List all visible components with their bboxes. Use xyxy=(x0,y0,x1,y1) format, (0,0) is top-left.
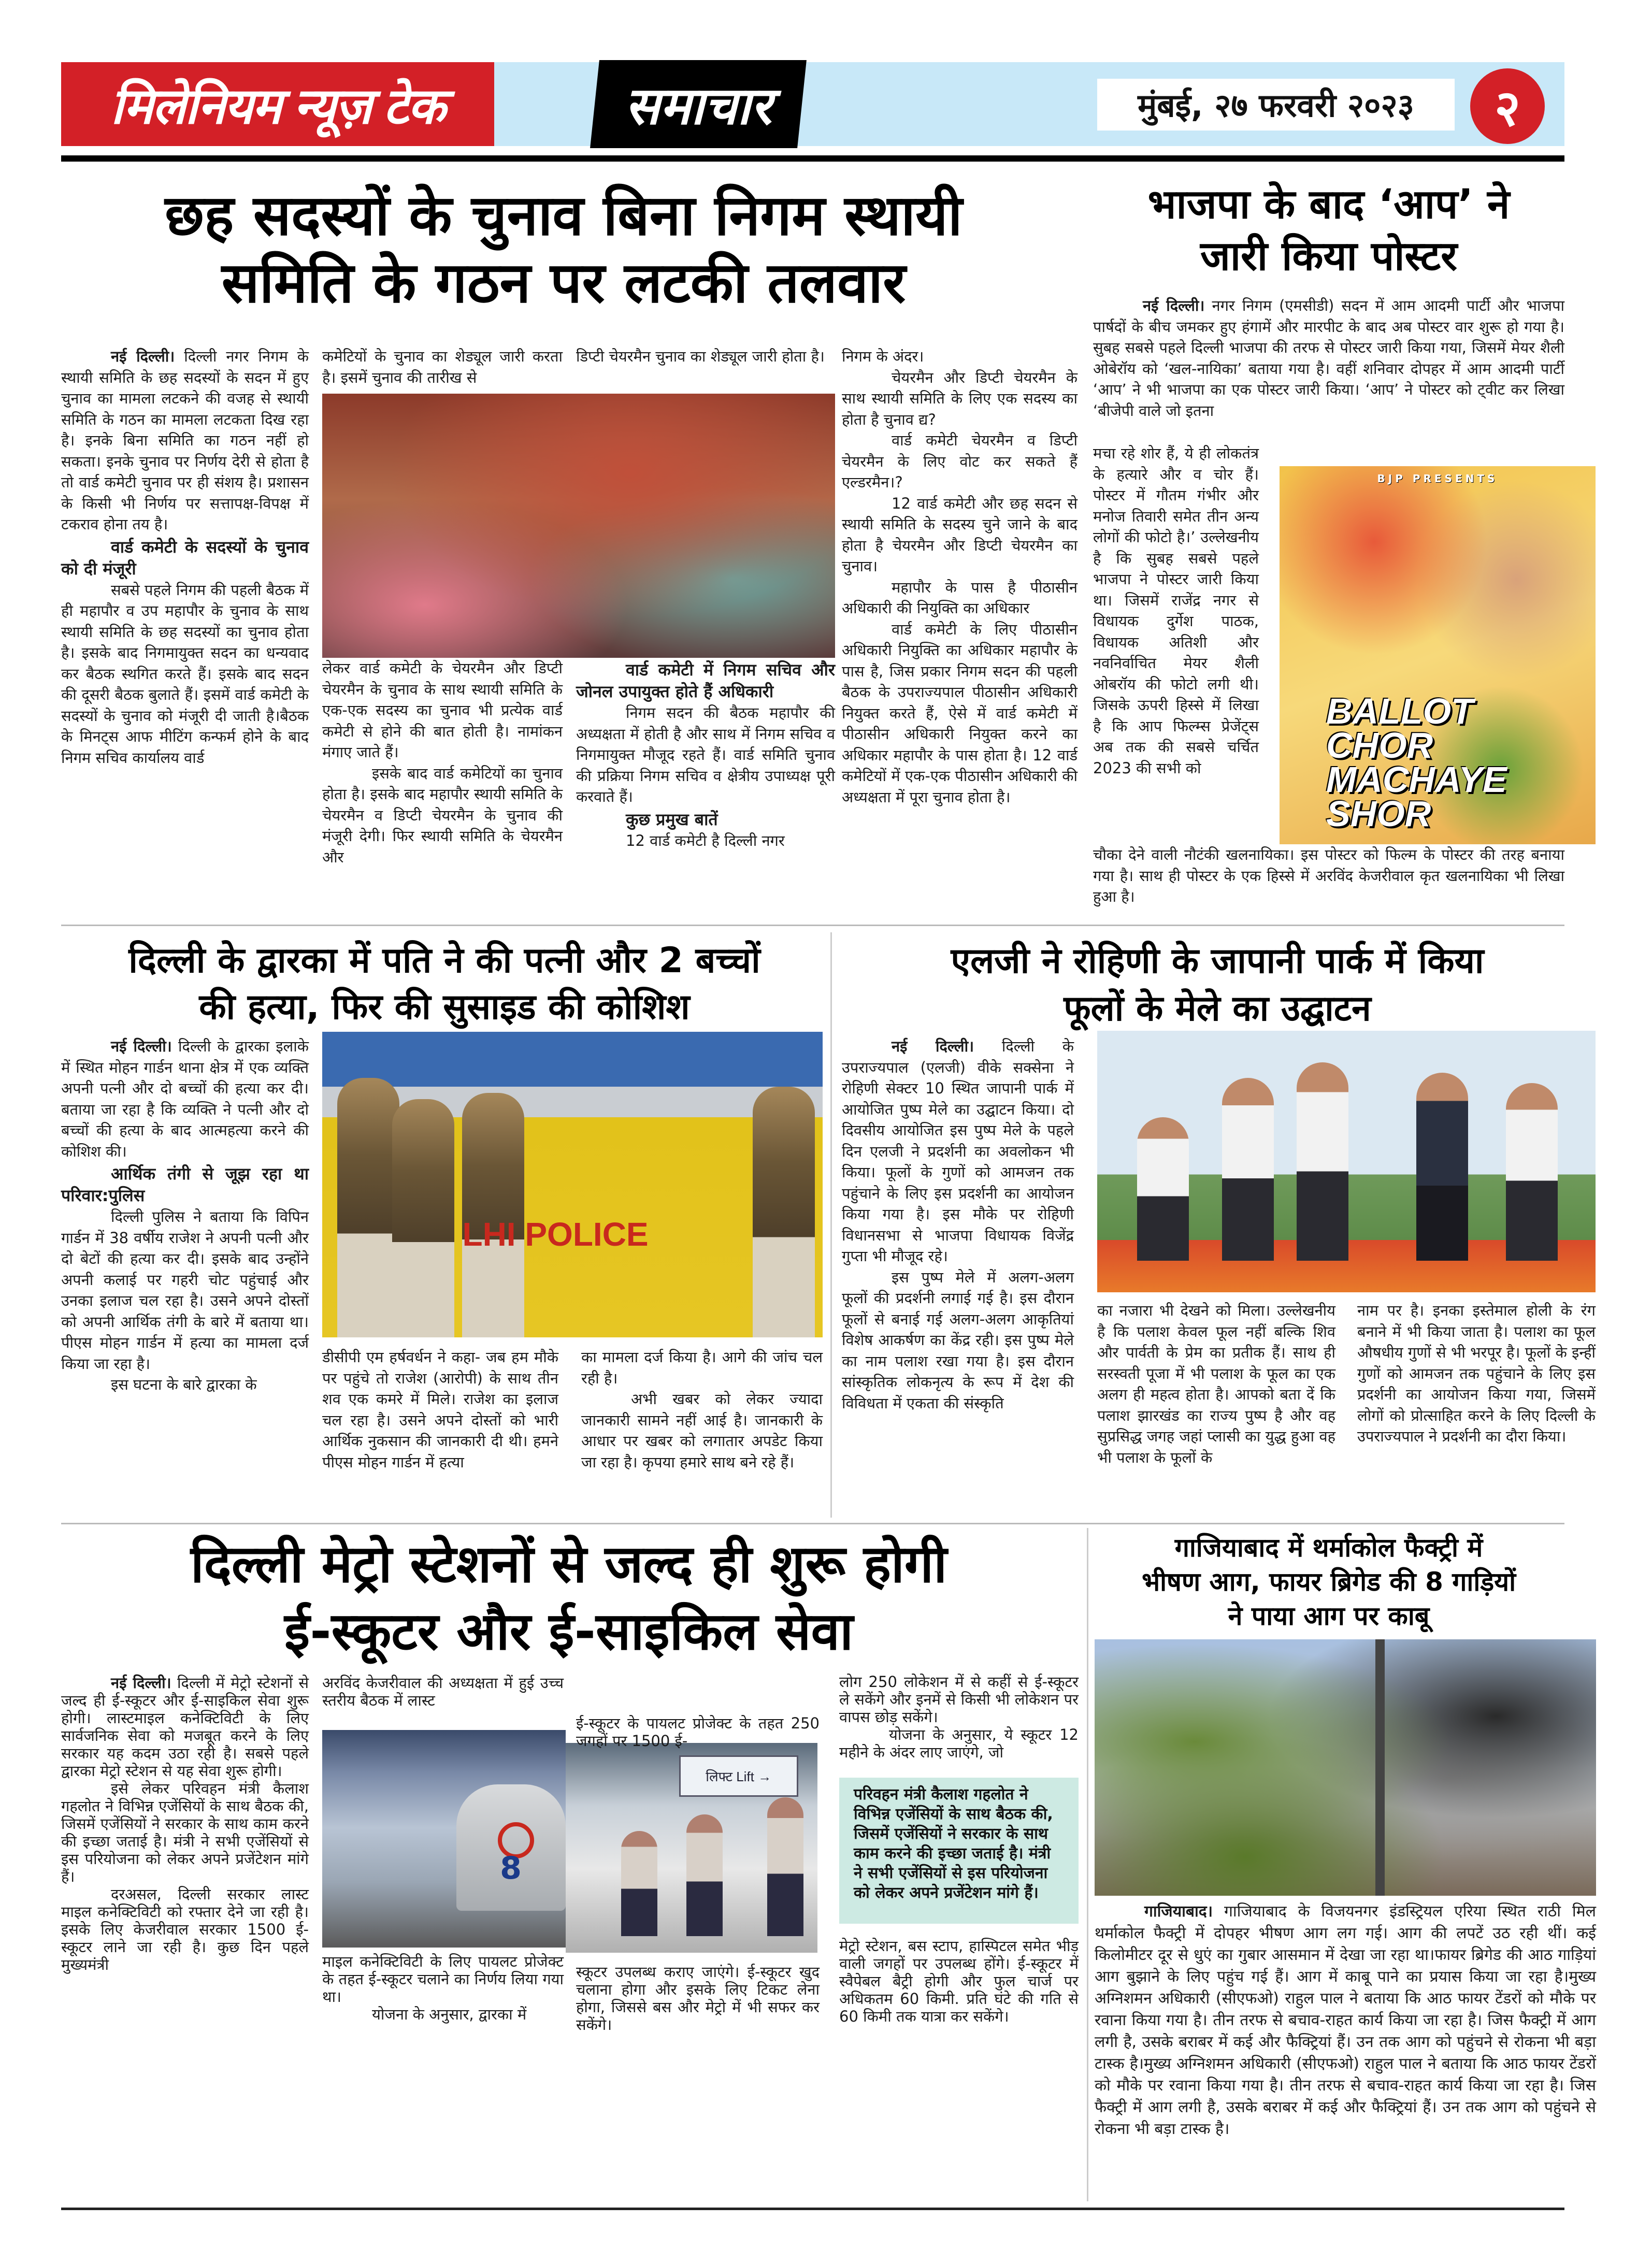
photo-electric-pole xyxy=(1375,1639,1385,1896)
article-column xyxy=(1093,844,1564,907)
headline-line: गाजियाबाद में थर्माकोल फैक्ट्री में xyxy=(1174,1533,1483,1563)
masthead-divider xyxy=(61,155,1564,162)
photo-figure xyxy=(621,1831,657,1936)
photo-metro-platform xyxy=(566,1743,817,1953)
paragraph: निगम सदन की बैठक महापौर की अध्यक्षता में होती है और साथ में निगम सचिव व निगमायुक्त मौजूद रहते हैं। वार्ड समिति चुनाव की प्रक्रिया निगम सचिव व क्षेत्रीय उपाध्यक्ष पूरी करवाते हैं। xyxy=(576,704,835,805)
paragraph: दिल्ली पुलिस ने बताया कि विपिन गार्डन में 38 वर्षीय राजेश ने अपनी पत्नी और दो बेटों की हत्या कर दी। इसके बाद उन्होंने अपनी कलाई पर गहरी चोट पहुंचाई और उनका इलाज चल रहा है। उसने अपने दोस्तों को अपनी आर्थिक तंगी के बारे में बताया था। पीएस मोहन गार्डन में हत्या का मामला दर्ज किया जा रहा है। xyxy=(61,1208,309,1373)
poster-title: BALLOT CHOR MACHAYE SHOR xyxy=(1326,691,1507,834)
article-column xyxy=(576,1714,820,1750)
paragraph: कमेटियों के चुनाव का शेड्यूल जारी करता है। इसमें चुनाव की तारीख से xyxy=(322,348,563,386)
paragraph: का नजारा भी देखने को मिला। उल्लेखनीय है कि पलाश केवल फूल नहीं बल्कि शिव और पार्वती के प्रेम का प्रतीक हैं। साथ ही सरस्वती पूजा में भी पलाश के फूल का एक अलग ही महत्व होता है। आपको बता दें कि पलाश झारखंड का राज्य पुष्प है और वह सुप्रसिद्ध जगह जहां प्लासी का युद्ध हुआ वह भी पलाश के फूलों के xyxy=(1097,1302,1335,1466)
dateline: नई दिल्ली। xyxy=(111,1037,172,1055)
metro-train xyxy=(456,1784,566,1911)
article-column xyxy=(61,1036,309,1395)
headline-dwarka xyxy=(61,938,828,1031)
photo-lg-flower-fair xyxy=(1097,1031,1596,1292)
article-column xyxy=(842,346,1078,807)
page-bottom-rule xyxy=(61,2208,1564,2210)
paragraph: नाम पर है। इनका इस्तेमाल होली के रंग बनाने में भी किया जाता है। पलाश का फूल औषधीय गुणों से भी भरपूर है। फूलों के इन्हीं गुणों को आमजन तक पहुंचाने के लिए इस प्रदर्शनी का आयोजन किया गया, जिसमें लोगों को प्रोत्साहित करने के लिए दिल्ली के उपराज्यपाल ने प्रदर्शनी का दौरा किया। xyxy=(1357,1302,1596,1445)
paragraph: दरअसल, दिल्ली सरकार लास्ट माइल कनेक्टिविटी को रफ्तार देने जा रही है। इसके लिए केजरीवाल सरकार 1500 ई-स्कूटर लाने जा रही है। कुछ दिन पहले मुख्यमंत्री xyxy=(61,1885,309,1973)
section-divider xyxy=(61,925,1564,926)
paragraph: दिल्ली में मेट्रो स्टेशनों से जल्द ही ई-स्कूटर और ई-साइकिल सेवा शुरू होगी। लास्टमाइल कनेक्टिविटी के लिए सार्वजनिक सेवा को मजबूत करने के लिए सरकार यह कदम उठा रही है। सबसे पहले द्वारका मेट्रो स्टेशन से यह सेवा शुरू होगी। xyxy=(61,1674,309,1780)
photo-factory-fire xyxy=(1095,1639,1596,1896)
photo-ballot-chor-poster xyxy=(1280,466,1596,844)
column-divider xyxy=(830,932,832,1518)
article-column xyxy=(1093,443,1259,778)
article-column xyxy=(322,1674,564,1709)
masthead xyxy=(61,62,1564,146)
article-column xyxy=(576,658,835,851)
photo-figure xyxy=(1222,1078,1274,1261)
dateline: नई दिल्ली। xyxy=(111,1674,171,1692)
dateline: नई दिल्ली। xyxy=(892,1037,974,1055)
headline-line: की हत्या, फिर की सुसाइड की कोशिश xyxy=(199,987,690,1028)
article-column xyxy=(1357,1300,1596,1447)
article-column xyxy=(839,1673,1079,1761)
photo-figure xyxy=(767,1797,803,1936)
section-label xyxy=(590,60,807,148)
page-number-badge: २ xyxy=(1470,68,1545,144)
paragraph: का मामला दर्ज किया है। आगे की जांच चल रही है। xyxy=(581,1348,823,1387)
paragraph: योजना के अनुसार, ये स्कूटर 12 महीने के अंदर लाए जाएंगे, जो xyxy=(839,1726,1079,1761)
paragraph: दिल्ली के उपराज्यपाल (एलजी) वीके सक्सेना ने रोहिणी सेक्टर 10 स्थित जापानी पार्क में आयोजित पुष्प मेले का उद्घाटन किया। दो दिवसीय आयोजित इस पुष्प मेले के पहले दिन एलजी ने प्रदर्शनी का अवलोकन भी किया। फूलों के गुणों को आमजन तक पहुंचाने के लिए इस प्रदर्शनी का आयोजन किया गया है। इस मौके पर रोहिणी विधानसभा से भाजपा विधायक विजेंद्र गुप्ता भी मौजूद रहे। xyxy=(842,1037,1074,1265)
headline-ghaziabad-fire xyxy=(1093,1531,1564,1633)
headline-line: भाजपा के बाद ‘आप’ ने xyxy=(1147,181,1510,228)
paragraph: 12 वार्ड कमेटी है दिल्ली नगर xyxy=(626,831,785,849)
headline-line: समिति के गठन पर लटकी तलवार xyxy=(221,251,906,315)
photo-figure xyxy=(392,1099,454,1337)
headline-line: एलजी ने रोहिणी के जापानी पार्क में किया xyxy=(951,941,1484,982)
paragraph: लोग 250 लोकेशन में से कहीं से ई-स्कूटर ले सकेंगे और इनमें से किसी भी लोकेशन पर वापस छोड़ सकेंगे। xyxy=(839,1673,1079,1726)
headline-line: भीषण आग, फायर ब्रिगेड की 8 गाड़ियों xyxy=(1141,1567,1516,1597)
paragraph: लेकर वार्ड कमेटी के चेयरमैन और डिप्टी चेयरमैन के चुनाव के साथ स्थायी समिति के एक-एक सदस्य का चुनाव भी प्रत्येक वार्ड कमेटी से होने की बात होती है। नामांकन मंगाए जाते हैं। xyxy=(322,659,563,761)
paragraph: दिल्ली नगर निगम के स्थायी समिति के छह सदस्यों के सदन में हुए चुनाव का मामला लटकने की वजह से स्थायी समिति के गठन का मामला लटकता दिख रहा है। इनके बिना समिति का गठन नहीं हो सकता। इनके चुनाव पर निर्णय देरी से होता है तो वार्ड कमेटी चुनाव पर ही संशय है। प्रशासन के किसी भी निर्णय पर सत्तापक्ष-विपक्ष में टकराव होना तय है। xyxy=(61,348,309,533)
paragraph: ई-स्कूटर के पायलट प्रोजेक्ट के तहत 250 जगहों पर 1500 ई- xyxy=(576,1714,820,1750)
paragraph: महापौर के पास है पीठासीन अधिकारी की नियुक्ति का अधिकार xyxy=(842,578,1078,617)
headline-metro-escooter xyxy=(61,1531,1076,1665)
headline-line: दिल्ली मेट्रो स्टेशनों से जल्द ही शुरू होगी xyxy=(190,1534,947,1594)
paragraph: डिप्टी चेयरमैन चुनाव का शेड्यूल जारी होता है। xyxy=(576,348,825,365)
headline-mcd-committee xyxy=(61,182,1066,317)
paragraph: नगर निगम (एमसीडी) सदन में आम आदमी पार्टी और भाजपा पार्षदों के बीच जमकर हुए हंगामें और मारपीट के बाद अब पोस्टर वार शुरू हो गया है। सुबह सबसे पहले दिल्ली भाजपा की तरफ से पोस्टर जारी किया गया, जिसमें मेयर शैली ओबेरॉय को ‘खल-नायिका’ बताया गया है। वहीं शनिवार दोपहर में आम आदमी पार्टी ‘आप’ ने भी भाजपा का एक पोस्टर जारी किया। ‘आप’ ने पोस्टर को ट्वीट कर लिखा ‘बीजेपी वाले जो इतना xyxy=(1093,297,1564,420)
photo-mcd-house-scuffle xyxy=(322,394,835,658)
subheading: आर्थिक तंगी से जूझ रहा था परिवार:पुलिस xyxy=(61,1164,309,1205)
platform-sign: लिफ्ट Lift → xyxy=(679,1755,798,1797)
photo-figure xyxy=(337,1078,399,1338)
headline-line: ने पाया आग पर काबू xyxy=(1228,1601,1430,1631)
photo-figure xyxy=(1506,1083,1558,1261)
paragraph: माइल कनेक्टिविटी के लिए पायलट प्रोजेक्ट के तहत ई-स्कूटर चलाने का निर्णय लिया गया था। xyxy=(322,1953,564,2006)
newspaper-logo: मिलेनियम न्यूज़ टेक xyxy=(61,62,494,146)
headline-line: फूलों के मेले का उद्घाटन xyxy=(1064,988,1371,1029)
article-column xyxy=(1095,1901,1596,2140)
article-column xyxy=(322,1347,558,1473)
dateline: नई दिल्ली। xyxy=(111,348,175,365)
photo-delhi-police-barricade xyxy=(322,1032,823,1337)
paragraph: अरविंद केजरीवाल की अध्यक्षता में हुई उच्च स्तरीय बैठक में लास्ट xyxy=(322,1674,564,1709)
article-column xyxy=(576,346,835,367)
headline-line: ई-स्कूटर और ई-साइकिल सेवा xyxy=(284,1601,854,1662)
headline-line: जारी किया पोस्टर xyxy=(1200,233,1458,280)
column-divider xyxy=(1087,1528,1088,2201)
subheading: कुछ प्रमुख बातें xyxy=(626,809,718,829)
photo-figure xyxy=(686,1814,723,1936)
paragraph: मेट्रो स्टेशन, बस स्टाप, हास्पिटल समेत भीड़ वाली जगहों पर उपलब्ध होंगे। ई-स्कूटर में स्वैपेबल बैट्री होगी और फुल चार्ज पर अधिकतम 60 किमी. प्रति घंटे की गति से 60 किमी तक यात्रा कर सकेंगे। xyxy=(839,1937,1079,2025)
article-column xyxy=(61,346,309,768)
article-column xyxy=(576,1963,820,2034)
paragraph: इसे लेकर परिवहन मंत्री कैलाश गहलोत ने विभिन्न एजेंसियों के साथ बैठक की, जिसमें एजेंसियों ने सरकार के साथ काम करने की इच्छा जताई है। मंत्री ने सभी एजेंसियों से इस परियोजना को लेकर अपने प्रजेंटेशन मांगे हैं। xyxy=(61,1780,309,1885)
paragraph: सबसे पहले निगम की पहली बैठक में ही महापौर व उप महापौर के चुनाव के साथ स्थायी समिति के छह सदस्यों का चुनाव होता है। इसके बाद निगमायुक्त सदन का धन्यवाद कर बैठक स्थगित करते हैं। इसके बाद सदन की दूसरी बैठक बुलाते हैं। इसमें वार्ड कमेटी के सदस्यों के चुनाव को मंजूरी दी जाती है।बैठक के मिनट्स आफ मीटिंग कन्फर्म होने के बाद निगम सचिव कार्यालय वार्ड xyxy=(61,581,309,767)
article-column xyxy=(1093,295,1564,421)
photo-figure xyxy=(753,1087,815,1337)
paragraph: 12 वार्ड कमेटी और छह सदन से स्थायी समिति के सदस्य चुने जाने के बाद होता है चेयरमैन और डिप्टी चेयरमैन का चुनाव। xyxy=(842,494,1078,575)
article-column xyxy=(842,1036,1074,1414)
photo-figure xyxy=(1137,1117,1189,1261)
paragraph: इस पुष्प मेले में अलग-अलग फूलों की प्रदर्शनी लगाई गई है। इस दौरान फूलों से बनाई गई अलग-अलग आकृतियां विशेष आकर्षण का केंद्र रही। इस पुष्प मेले का नाम पलाश रखा गया है। इस दौरान सांस्कृतिक लोकनृत्य के रूप में देश की विविधता में एकता की संस्कृति xyxy=(842,1268,1074,1412)
paragraph: मचा रहे शोर हैं, ये ही लोकतंत्र के हत्यारे और व चोर हैं। पोस्टर में गौतम गंभीर और मनोज तिवारी समेत तीन अन्य लोगों की फोटो है।’ उल्लेखनीय है कि सुबह सबसे पहले भाजपा ने पोस्टर जारी किया था। जिसमें राजेंद्र नगर से विधायक दुर्गेश पाठक, विधायक अतिशी और नवनिर्वाचित मेयर शैली ओबरॉय की फोटो लगी थी। जिसके ऊपरी हिस्से में लिखा है कि आप फिल्म्स प्रेजेंट्स अब तक की सबसे चर्चित 2023 की सभी को xyxy=(1093,444,1259,777)
headline-line: छह सदस्यों के चुनाव बिना निगम स्थायी xyxy=(165,183,963,248)
paragraph: इस घटना के बारे द्वारका के xyxy=(111,1376,257,1393)
photo-figure xyxy=(1416,1073,1468,1261)
article-column xyxy=(61,1674,309,1973)
article-column xyxy=(322,1953,564,2023)
train-number: 8 xyxy=(500,1850,522,1886)
article-column xyxy=(1097,1300,1335,1468)
article-column xyxy=(322,346,563,388)
paragraph: डीसीपी एम हर्षवर्धन ने कहा- जब हम मौके पर पहुंचे तो राजेश (आरोपी) के साथ तीन शव एक कमरे में मिले। राजेश का इलाज चल रहा है। उसने अपने दोस्तों को भारी आर्थिक नुकसान की जानकारी दी थी। हमने पीएस मोहन गार्डन में हत्या xyxy=(322,1348,558,1471)
paragraph: गाजियाबाद के विजयनगर इंडस्ट्रियल एरिया स्थित राठी मिल थर्माकोल फैक्ट्री में दोपहर भीषण आग लग गई। आग की लपटें उठ रही थीं। कई किलोमीटर दूर से धुएं का गुबार आसमान में देखा जा रहा था।फायर ब्रिगेड की आठ गाड़ियां आग बुझाने के लिए पहुंच गई हैं। आग में काबू पाने का प्रयास किया जा रहा है।मुख्य अग्निशमन अधिकारी (सीएफओ) राहुल पाल ने बताया कि आठ फायर टेंडरों को मौके पर रवाना किया गया है। तीन तरफ से बचाव-राहत कार्य किया जा रहा है। जिस फैक्ट्री में आग लगी है, उसके बराबर में कई और फैक्ट्रियां हैं। उन तक आग को पहुंचने से रोकना भी बड़ा टास्क है।मुख्य अग्निशमन अधिकारी (सीएफओ) राहुल पाल ने बताया कि आठ फायर टेंडरों को मौके पर रवाना किया गया है। तीन तरफ से बचाव-राहत कार्य किया जा रहा है। जिस फैक्ट्री में आग लगी है, उसके बराबर में कई और फैक्ट्रियां हैं। उन तक आग को पहुंचने से रोकना भी बड़ा टास्क है। xyxy=(1095,1902,1596,2138)
headline-lg-rohini xyxy=(839,938,1596,1033)
subheading: वार्ड कमेटी के सदस्यों के चुनाव को दी मंजूरी xyxy=(61,537,309,579)
paragraph: स्कूटर उपलब्ध कराए जाएंगे। ई-स्कूटर खुद चलाना होगा और इसके लिए टिकट लेना होगा, जिससे बस और मेट्रो में भी सफर कर सकेंगे। xyxy=(576,1963,820,2034)
edition-date: मुंबई, २७ फरवरी २०२३ xyxy=(1097,79,1455,131)
section-label-text: समाचार xyxy=(625,77,772,135)
paragraph: दिल्ली के द्वारका इलाके में स्थित मोहन गार्डन थाना क्षेत्र में एक व्यक्ति अपनी पत्नी और दो बच्चों की हत्या कर दी। बताया जा रहा है कि व्यक्ति ने पत्नी और दो बच्चों की हत्या के बाद आत्महत्या करने की कोशिश की। xyxy=(61,1037,309,1160)
headline-line: दिल्ली के द्वारका में पति ने की पत्नी और 2 बच्चों xyxy=(128,940,760,981)
article-column xyxy=(839,1937,1079,2025)
section-divider xyxy=(61,1523,1564,1524)
article-column xyxy=(322,658,563,868)
paragraph: निगम के अंदर। xyxy=(842,348,924,365)
barricade-text: LHI POLICE xyxy=(462,1216,649,1253)
subheading: वार्ड कमेटी में निगम सचिव और जोनल उपायुक्त होते हैं अधिकारी xyxy=(576,660,835,701)
paragraph: वार्ड कमेटी चेयरमैन व डिप्टी चेयरमैन के लिए वोट कर सकते हैं एल्डरमैन।? xyxy=(842,431,1078,491)
pull-quote: परिवहन मंत्री कैलाश गहलोत ने विभिन्न एजेंसियों के साथ बैठक की, जिसमें एजेंसियों ने सरकार के साथ काम करने की इच्छा जताई है। मंत्री ने सभी एजेंसियों से इस परियोजना को लेकर अपने प्रजेंटेशन मांगे हैं। xyxy=(839,1778,1079,1924)
article-column xyxy=(581,1347,823,1473)
headline-aap-poster xyxy=(1093,179,1564,282)
paragraph: चौका देने वाली नौटंकी खलनायिका। इस पोस्टर को फिल्म के पोस्टर की तरह बनाया गया है। साथ ही पोस्टर के एक हिस्से में अरविंद केजरीवाल कृत खलनायिका भी लिखा हुआ है। xyxy=(1093,846,1564,905)
paragraph: वार्ड कमेटी के लिए पीठासीन अधिकारी नियुक्ति का अधिकार महापौर के पास है, जिस प्रकार निगम सदन की पहली बैठक के उपराज्यपाल पीठासीन अधिकारी नियुक्त करते हैं, ऐसे में वार्ड कमेटी में पीठासीन अधिकारी नियुक्त करने का अधिकार महापौर के पास होता है। 12 वार्ड कमेटियों में एक-एक पीठासीन अधिकारी की अध्यक्षता में पूरा चुनाव होता है। xyxy=(842,620,1078,806)
photo-figure xyxy=(1297,1062,1348,1261)
photo-metro-train xyxy=(322,1730,566,1948)
paragraph: इसके बाद वार्ड कमेटियों का चुनाव होता है। इसके बाद महापौर स्थायी समिति के चेयरमैन व डिप्टी चेयरमैन के चुनाव की मंजूरी देगी। फिर स्थायी समिति के चेयरमैन और xyxy=(322,764,563,866)
paragraph: चेयरमैन और डिप्टी चेयरमैन के साथ स्थायी समिति के लिए एक सदस्य का होता है चुनाव द्य? xyxy=(842,368,1078,428)
paragraph: अभी खबर को लेकर ज्यादा जानकारी सामने नहीं आई है। जानकारी के आधार पर खबर को लगातार अपडेट किया जा रहा है। कृपया हमारे साथ बने रहे हैं। xyxy=(581,1390,823,1471)
poster-caption-top: BJP PRESENTS xyxy=(1377,472,1498,485)
dateline: नई दिल्ली। xyxy=(1143,297,1205,314)
paragraph: योजना के अनुसार, द्वारका में xyxy=(372,2006,527,2023)
dateline: गाजियाबाद। xyxy=(1144,1902,1213,1921)
